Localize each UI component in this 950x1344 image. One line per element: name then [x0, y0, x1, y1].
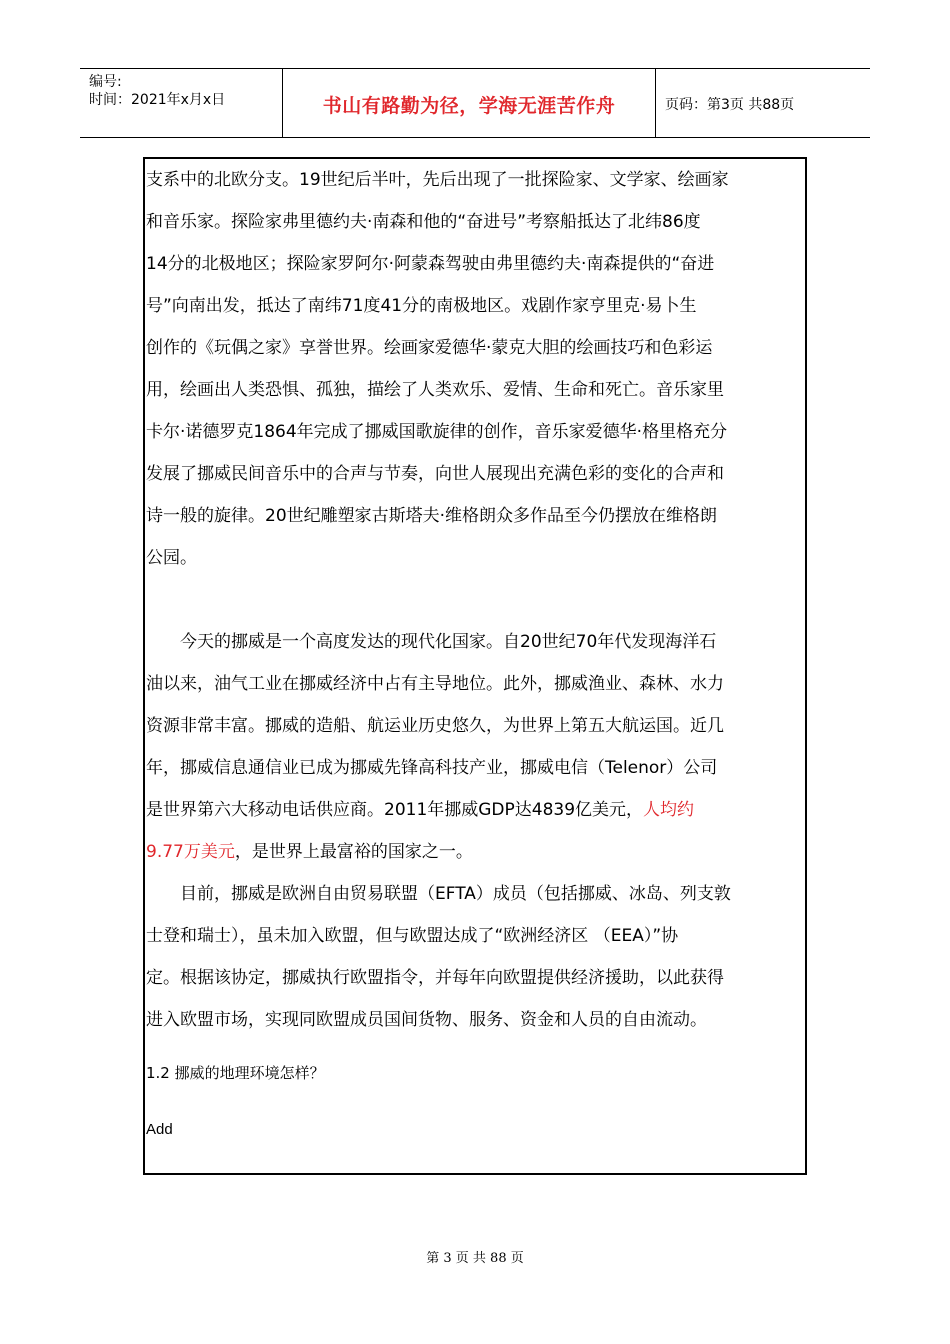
text-line — [146, 789, 806, 831]
content-box — [143, 157, 807, 1175]
text-line: 公园。 — [146, 548, 197, 568]
text-line: 诗一般的旋律。20世纪雕塑家古斯塔夫·维格朗众多作品至今仍摆放在维格朗 — [146, 506, 718, 526]
text-line: 发展了挪威民间音乐中的合声与节奏，向世人展现出充满色彩的变化的合声和 — [146, 464, 724, 484]
header-motto: 书山有路勤为径，学海无涯苦作舟 — [322, 95, 616, 117]
document-time-label: 时间：2021年x月x日 — [89, 92, 226, 108]
header-meta-cell — [80, 69, 282, 137]
text-line: 号”向南出发，抵达了南纬71度41分的南极地区。戏剧作家亨里克·易卜生 — [146, 296, 697, 316]
paragraph-culture — [146, 159, 806, 579]
text-line: 卡尔·诺德罗克1864年完成了挪威国歌旋律的创作，音乐家爱德华·格里格充分 — [146, 422, 728, 442]
header-page-cell — [656, 69, 870, 137]
text-line: 用，绘画出人类恐惧、孤独，描绘了人类欢乐、爱情、生命和死亡。音乐家里 — [146, 380, 724, 400]
text-line: 14分的北极地区；探险家罗阿尔·阿蒙森驾驶由弗里德约夫·南森提供的“奋进 — [146, 254, 715, 274]
text-line: 目前，挪威是欧洲自由贸易联盟（EFTA）成员（包括挪威、冰岛、列支敦 — [180, 884, 731, 904]
highlight-text: 人均约 — [643, 800, 695, 820]
text-line: 今天的挪威是一个高度发达的现代化国家。自20世纪70年代发现海洋石 — [180, 632, 717, 652]
header-table — [80, 68, 870, 138]
text-line: 创作的《玩偶之家》享誉世界。绘画家爱德华·蒙克大胆的绘画技巧和色彩运 — [146, 338, 713, 358]
header-page-info: 页码：第3页 共88页 — [665, 97, 795, 113]
text-line — [146, 831, 806, 873]
header-motto-cell — [282, 69, 656, 137]
text-line: 油以来，油气工业在挪威经济中占有主导地位。此外，挪威渔业、森林、水力 — [146, 674, 724, 694]
paragraph-efta — [146, 873, 806, 1041]
text-line: 资源非常丰富。挪威的造船、航运业历史悠久，为世界上第五大航运国。近几 — [146, 716, 724, 736]
paragraph-economy — [146, 621, 806, 873]
text-line: 和音乐家。探险家弗里德约夫·南森和他的“奋进号”考察船抵达了北纬86度 — [146, 212, 701, 232]
text-segment: 是世界第六大移动电话供应商。2011年挪威GDP达4839亿美元， — [146, 800, 644, 820]
page-footer: 第 3 页 共 88 页 — [426, 1251, 524, 1266]
document-code-label: 编号: — [89, 74, 122, 90]
section-heading: 1.2 挪威的地理环境怎样？ — [146, 1064, 325, 1082]
add-placeholder-text: Add — [146, 1121, 173, 1138]
paragraph-gap — [146, 579, 806, 621]
text-line: 支系中的北欧分支。19世纪后半叶，先后出现了一批探险家、文学家、绘画家 — [146, 170, 729, 190]
content-body — [146, 159, 806, 1140]
highlight-text: 9.77万美元 — [146, 842, 235, 862]
text-segment: ，是世界上最富裕的国家之一。 — [234, 842, 473, 862]
text-line: 定。根据该协定，挪威执行欧盟指令，并每年向欧盟提供经济援助，以此获得 — [146, 968, 724, 988]
text-line: 士登和瑞士），虽未加入欧盟，但与欧盟达成了“欧洲经济区 （EEA）”协 — [146, 926, 679, 946]
text-line: 年，挪威信息通信业已成为挪威先锋高科技产业，挪威电信（Telenor）公司 — [146, 758, 718, 778]
text-line: 进入欧盟市场，实现同欧盟成员国间货物、服务、资金和人员的自由流动。 — [146, 1010, 707, 1030]
